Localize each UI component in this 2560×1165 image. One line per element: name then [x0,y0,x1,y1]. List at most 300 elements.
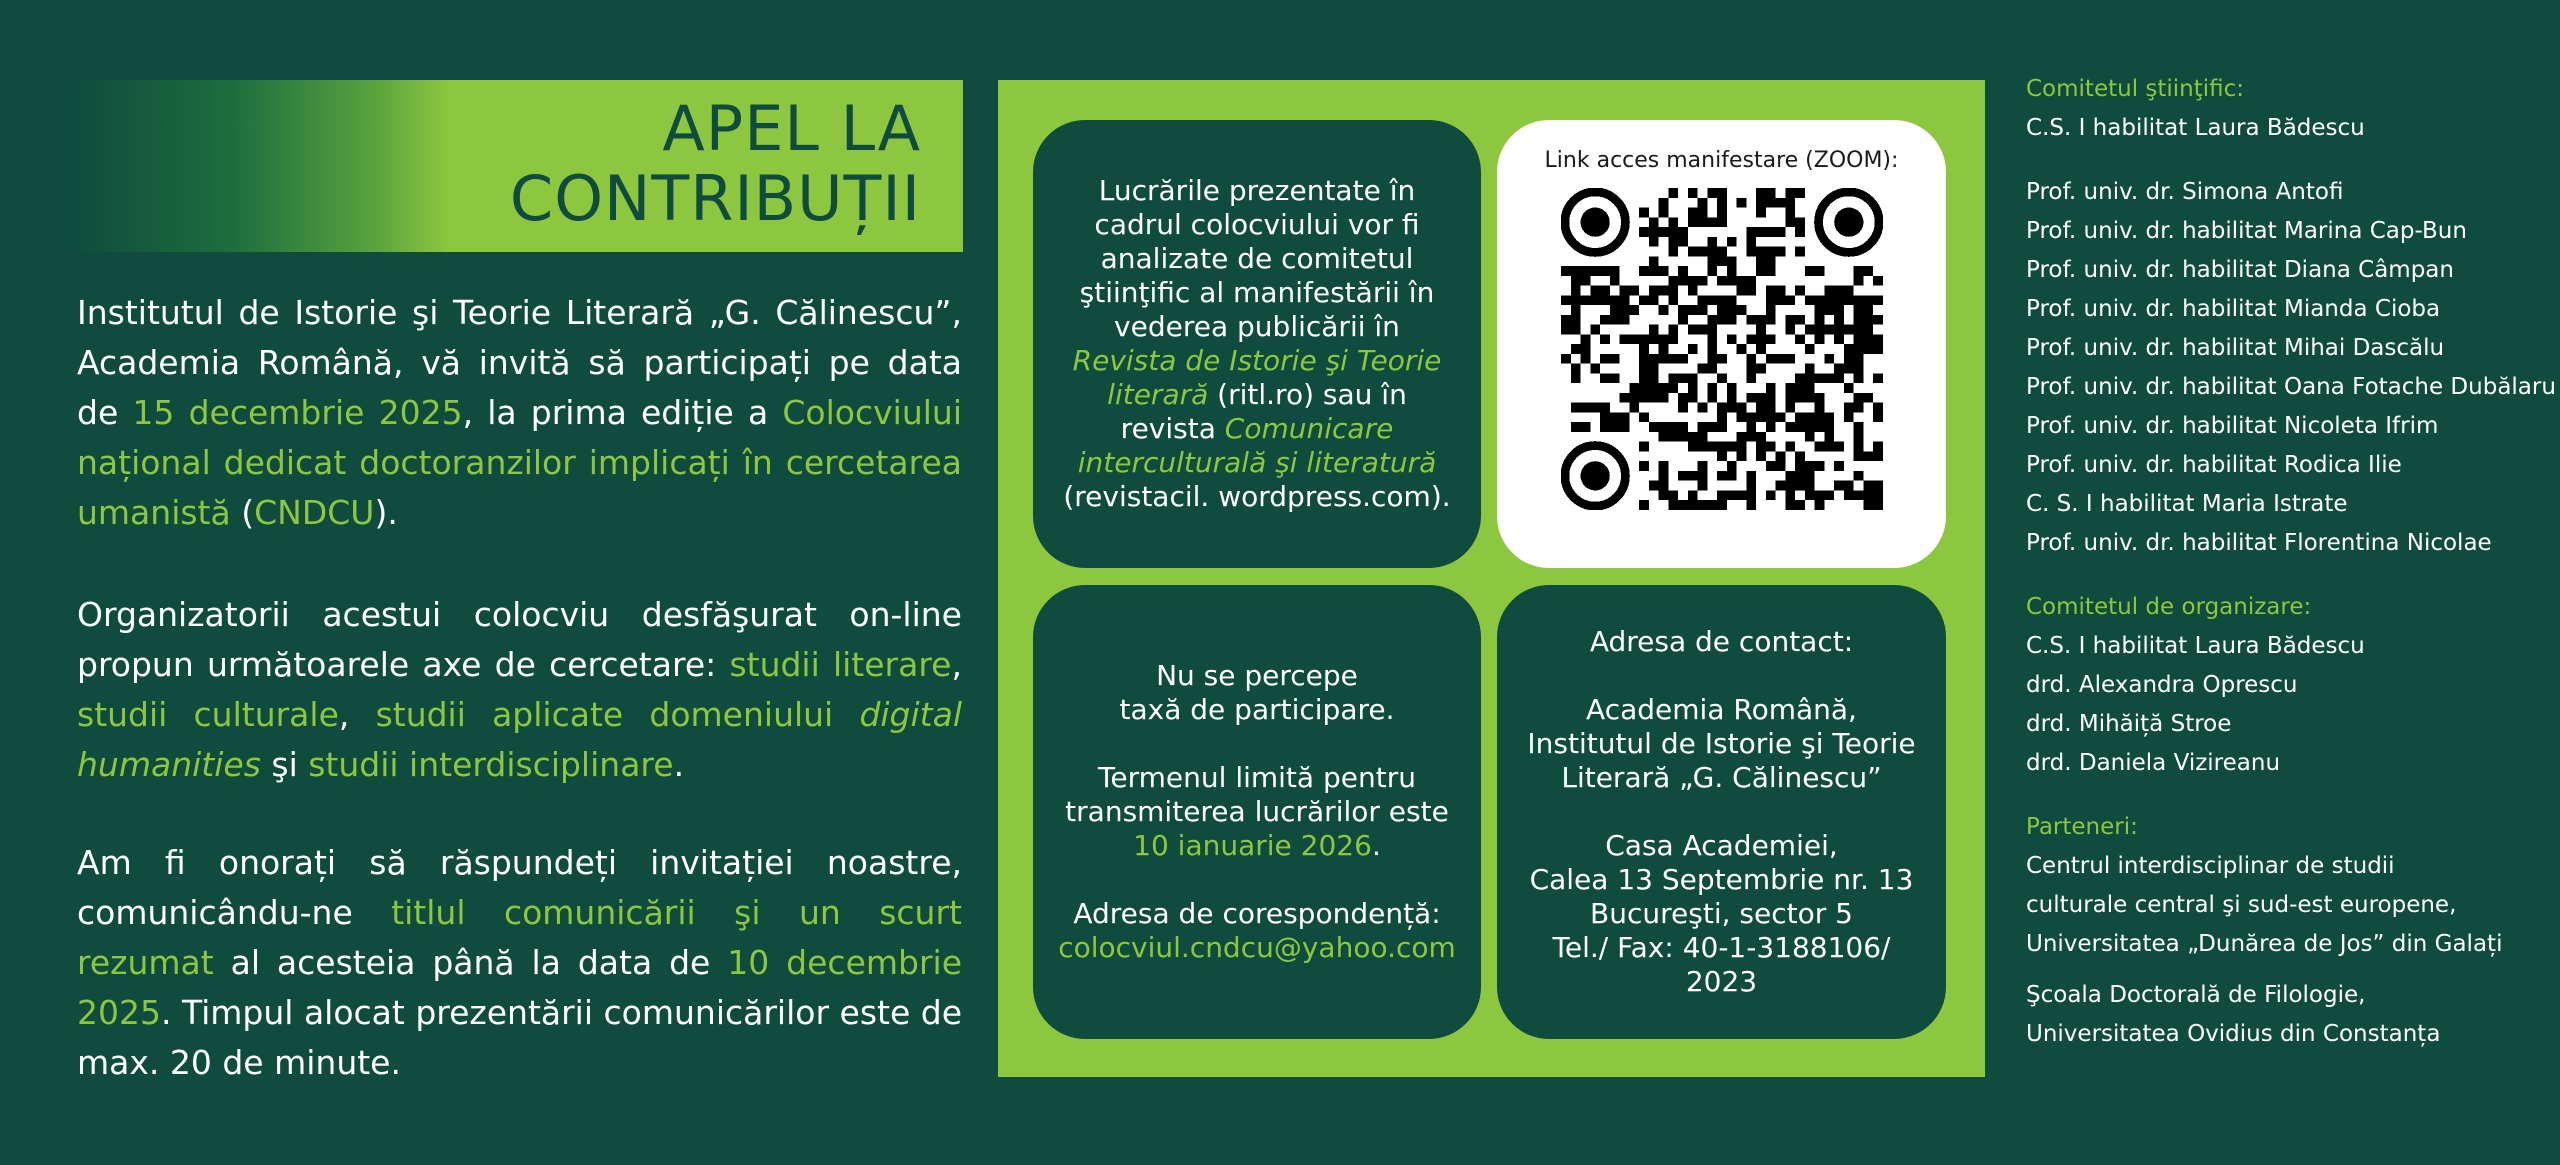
qr-module [1658,208,1668,218]
qr-module [1853,276,1863,286]
qr-module [1717,217,1727,227]
qr-module [1639,344,1649,354]
qr-module [1746,227,1756,237]
qr-module [1746,481,1756,491]
qr-module [1570,422,1580,432]
qr-module [1775,227,1785,237]
qr-module [1639,373,1649,383]
qr-module [1726,256,1736,266]
qr-module [1570,364,1580,374]
qr-module [1687,325,1697,335]
qr-module [1570,305,1580,315]
qr-module [1775,451,1785,461]
qr-module [1717,247,1727,257]
qr-module [1756,364,1766,374]
qr-module [1658,393,1668,403]
qr-module [1873,315,1883,325]
qr-module [1629,334,1639,344]
qr-module [1639,383,1649,393]
qr-module [1843,354,1853,364]
qr-module [1609,354,1619,364]
qr-module [1697,432,1707,442]
qr-module [1658,422,1668,432]
qr-module [1687,432,1697,442]
qr-module [1824,442,1834,452]
qr-module [1658,198,1668,208]
qr-module [1570,295,1580,305]
qr-module [1648,217,1658,227]
qr-module [1668,422,1678,432]
publication-text [1063,174,1451,514]
qr-module [1765,422,1775,432]
qr-module [1658,266,1668,276]
qr-module [1756,432,1766,442]
qr-module [1687,217,1697,227]
qr-module [1765,266,1775,276]
qr-module [1814,373,1824,383]
qr-module [1853,364,1863,374]
body-text: Am fi onorați să răspundeți invitației noastre, comunicându-ne [77,843,962,932]
qr-module [1687,500,1697,510]
qr-module [1600,295,1610,305]
qr-module [1814,305,1824,315]
qr-module [1765,315,1775,325]
qr-module [1736,403,1746,413]
qr-module [1717,373,1727,383]
qr-module [1658,471,1668,481]
qr-module [1824,325,1834,335]
qr-module [1678,305,1688,315]
email-link[interactable]: colocviul.cndcu@yahoo.com [1058,931,1456,964]
highlight-text: Comunicare interculturală şi literatură [1077,412,1437,479]
qr-module [1600,286,1610,296]
qr-module [1639,461,1649,471]
contact-address-1: Casa Academiei, [1605,829,1838,862]
qr-module [1863,295,1873,305]
qr-module [1795,412,1805,422]
qr-module [1668,325,1678,335]
qr-module [1785,188,1795,198]
qr-module [1707,334,1717,344]
qr-module [1639,442,1649,452]
body-text: şi [260,745,309,784]
qr-module [1814,500,1824,510]
qr-module [1824,354,1834,364]
qr-module [1843,383,1853,393]
qr-module [1765,354,1775,364]
committees-column [2026,70,2556,1054]
qr-module [1658,344,1668,354]
body-text: Organizatorii acestui colocviu desfăşurat on-line propun următoarele axe de cercetare: [77,595,962,684]
qr-module [1843,295,1853,305]
qr-module [1726,393,1736,403]
qr-finder-dot [1580,208,1609,237]
qr-module [1629,383,1639,393]
qr-module [1697,295,1707,305]
qr-module [1678,266,1688,276]
qr-module [1561,295,1571,305]
qr-module [1619,286,1629,296]
highlight-text: studii interdisciplinare [308,745,674,784]
qr-code-icon[interactable] [1561,188,1883,510]
qr-module [1639,227,1649,237]
qr-module [1600,403,1610,413]
qr-module [1775,286,1785,296]
qr-module [1648,256,1658,266]
qr-module [1707,266,1717,276]
title-line-2: CONTRIBUȚII [509,162,921,235]
qr-module [1804,422,1814,432]
qr-module [1765,383,1775,393]
qr-module [1765,198,1775,208]
qr-module [1668,188,1678,198]
qr-module [1736,344,1746,354]
qr-module [1648,383,1658,393]
qr-module [1785,490,1795,500]
qr-module [1707,383,1717,393]
qr-module [1648,227,1658,237]
qr-module [1775,461,1785,471]
qr-module [1580,276,1590,286]
qr-module [1717,208,1727,218]
qr-module [1824,286,1834,296]
qr-module [1590,325,1600,335]
qr-module [1785,354,1795,364]
qr-module [1814,442,1824,452]
highlight-text: studii culturale [77,695,339,734]
qr-module [1678,422,1688,432]
qr-module [1863,325,1873,335]
qr-module [1843,490,1853,500]
contact-org-1: Academia Română, [1586,693,1857,726]
qr-module [1717,451,1727,461]
qr-module [1853,266,1863,276]
qr-module [1697,500,1707,510]
qr-module [1785,383,1795,393]
qr-module [1843,344,1853,354]
qr-module [1756,208,1766,218]
qr-module [1863,451,1873,461]
qr-module [1648,325,1658,335]
body-text: Lucrările prezentate în cadrul colocviului vor fi analizate de comitetul ştiinţific al manifestării în vederea publicării în [1079,174,1435,343]
qr-module [1619,334,1629,344]
qr-module [1804,412,1814,422]
qr-module [1785,442,1795,452]
qr-module [1726,442,1736,452]
qr-module [1707,393,1717,403]
qr-module [1736,198,1746,208]
highlight-text: studii aplicate domeniului [375,695,860,734]
partners-heading: Parteneri: [2026,814,2138,840]
qr-module [1775,481,1785,491]
qr-module [1648,295,1658,305]
qr-module [1756,334,1766,344]
qr-module [1853,442,1863,452]
committee-member: Prof. univ. dr. habilitat Florentina Nicolae [2026,530,2492,556]
qr-module [1600,373,1610,383]
qr-module [1639,266,1649,276]
qr-module [1590,403,1600,413]
qr-module [1609,422,1619,432]
qr-module [1717,490,1727,500]
partner-line: Şcoala Doctorală de Filologie, [2026,982,2366,1008]
qr-module [1600,315,1610,325]
qr-module [1707,237,1717,247]
info-panel [998,80,1985,1077]
qr-module [1726,403,1736,413]
qr-module [1580,295,1590,305]
qr-module [1814,295,1824,305]
contact-phone: Tel./ Fax: 40-1-3188106/ 2023 [1552,931,1891,998]
qr-module [1843,403,1853,413]
qr-module [1824,305,1834,315]
qr-module [1609,315,1619,325]
qr-module [1756,198,1766,208]
qr-module [1697,208,1707,218]
qr-module [1775,354,1785,364]
body-text: Institutul de Istorie şi Teorie Literară „G. Călinescu”, Academia Română, vă invită să participați pe data de [77,293,962,432]
qr-module [1697,471,1707,481]
qr-module [1570,373,1580,383]
highlight-text: studii literare [729,645,952,684]
highlight-text: Revista de Istorie şi Teorie literară [1072,344,1442,411]
qr-module [1853,403,1863,413]
qr-module [1795,373,1805,383]
qr-module [1736,286,1746,296]
qr-module [1639,412,1649,422]
fee-deadline-box [1033,585,1481,1039]
qr-module [1726,266,1736,276]
deadline-line [1133,829,1381,863]
qr-module [1619,412,1629,422]
qr-module [1678,276,1688,286]
qr-module [1678,315,1688,325]
qr-module [1629,403,1639,413]
zoom-qr-box[interactable] [1497,120,1946,568]
scientific-committee-list [2026,173,2556,563]
body-text: , [338,695,376,734]
qr-module [1726,276,1736,286]
qr-module [1707,442,1717,452]
qr-module [1785,403,1795,413]
qr-module [1853,373,1863,383]
highlight-text: Colocviului național dedicat doctoranzilor implicați în cercetarea umanistă [77,393,962,532]
qr-module [1863,393,1873,403]
qr-module [1697,325,1707,335]
publication-info-box [1033,120,1481,568]
contact-address-box [1497,585,1946,1039]
qr-module [1795,247,1805,257]
qr-module [1658,383,1668,393]
qr-module [1843,286,1853,296]
qr-module [1765,403,1775,413]
qr-module [1873,490,1883,500]
qr-module [1756,247,1766,257]
qr-module [1570,344,1580,354]
qr-module [1824,295,1834,305]
qr-module [1765,188,1775,198]
qr-module [1765,247,1775,257]
qr-module [1668,217,1678,227]
qr-module [1648,422,1658,432]
qr-module [1609,305,1619,315]
qr-module [1765,286,1775,296]
partner-line: Universitatea Ovidius din Constanța [2026,1021,2441,1047]
qr-module [1619,315,1629,325]
qr-module [1580,334,1590,344]
qr-module [1648,393,1658,403]
qr-module [1658,305,1668,315]
qr-module [1795,286,1805,296]
qr-module [1853,422,1863,432]
qr-module [1795,500,1805,510]
qr-module [1863,500,1873,510]
qr-module [1765,490,1775,500]
organizer-member: drd. Mihăiță Stroe [2026,711,2232,737]
qr-module [1717,403,1727,413]
qr-module [1873,334,1883,344]
qr-module [1824,373,1834,383]
organizer-member: C.S. I habilitat Laura Bădescu [2026,633,2365,659]
qr-module [1814,325,1824,335]
qr-module [1873,373,1883,383]
qr-module [1863,315,1873,325]
qr-module [1795,227,1805,237]
qr-module [1746,412,1756,422]
deadline-text: Termenul limită pentru transmiterea lucrărilor este [1065,761,1449,828]
qr-module [1717,412,1727,422]
qr-module [1600,422,1610,432]
qr-module [1687,393,1697,403]
qr-module [1561,266,1571,276]
partner-line: Universitatea „Dunărea de Jos” din Galați [2026,931,2503,957]
qr-module [1834,286,1844,296]
qr-module [1648,354,1658,364]
qr-module [1707,256,1717,266]
qr-module [1804,325,1814,335]
qr-module [1600,334,1610,344]
qr-module [1814,266,1824,276]
qr-module [1600,412,1610,422]
qr-module [1687,373,1697,383]
qr-module [1804,471,1814,481]
qr-module [1668,432,1678,442]
qr-module [1707,325,1717,335]
qr-module [1785,315,1795,325]
qr-module [1765,393,1775,403]
qr-module [1785,217,1795,227]
qr-module [1834,325,1844,335]
qr-module [1863,490,1873,500]
qr-module [1678,432,1688,442]
qr-module [1726,237,1736,247]
fee-line-1: Nu se percepe [1156,659,1358,692]
qr-module [1814,490,1824,500]
intro-paragraph-research-axes [77,590,962,790]
qr-module [1580,422,1590,432]
qr-module [1707,354,1717,364]
qr-module [1746,471,1756,481]
qr-module [1863,334,1873,344]
committee-member: Prof. univ. dr. habilitat Marina Cap-Bun [2026,218,2467,244]
qr-module [1756,266,1766,276]
qr-module [1824,432,1834,442]
qr-module [1678,393,1688,403]
qr-module [1717,295,1727,305]
qr-module [1834,373,1844,383]
qr-module [1736,451,1746,461]
qr-module [1736,432,1746,442]
body-text: . [673,745,685,784]
qr-module [1658,354,1668,364]
qr-module [1873,344,1883,354]
qr-module [1746,490,1756,500]
qr-module [1570,286,1580,296]
qr-module [1873,412,1883,422]
qr-module [1834,461,1844,471]
qr-module [1687,383,1697,393]
qr-module [1639,354,1649,364]
qr-module [1707,247,1717,257]
qr-module [1785,471,1795,481]
qr-module [1795,188,1805,198]
qr-module [1853,344,1863,354]
body-text: (ritl.ro) sau în revista [1120,378,1407,445]
committee-member: Prof. univ. dr. habilitat Diana Câmpan [2026,257,2454,283]
qr-module [1843,325,1853,335]
qr-module [1697,422,1707,432]
deadline-date: 10 ianuarie 2026 [1133,829,1372,862]
qr-module [1629,286,1639,296]
qr-module [1570,403,1580,413]
qr-module [1609,276,1619,286]
qr-module [1561,354,1571,364]
qr-module [1678,403,1688,413]
qr-module [1756,344,1766,354]
qr-module [1775,198,1785,208]
qr-module [1639,295,1649,305]
contact-address-3: Bucureşti, sector 5 [1590,897,1853,930]
qr-module [1834,334,1844,344]
qr-module [1717,442,1727,452]
qr-module [1590,286,1600,296]
qr-module [1746,422,1756,432]
qr-module [1639,364,1649,374]
partner-line: culturale central şi sud-est europene, [2026,892,2457,918]
qr-module [1717,354,1727,364]
qr-module [1765,461,1775,471]
qr-module [1678,227,1688,237]
qr-module [1717,276,1727,286]
qr-module [1726,461,1736,471]
qr-module [1756,227,1766,237]
qr-module [1687,276,1697,286]
qr-module [1717,305,1727,315]
qr-module [1580,354,1590,364]
qr-module [1707,188,1717,198]
qr-module [1697,198,1707,208]
qr-module [1746,393,1756,403]
qr-finder-dot [1580,461,1609,490]
organizer-member: drd. Daniela Vizireanu [2026,750,2281,776]
qr-module [1629,393,1639,403]
qr-finder-dot [1834,208,1863,237]
deadline-end: . [1371,829,1381,862]
qr-module [1697,247,1707,257]
qr-module [1707,217,1717,227]
body-text: (revistacil. wordpress.com). [1063,480,1451,513]
qr-module [1570,315,1580,325]
